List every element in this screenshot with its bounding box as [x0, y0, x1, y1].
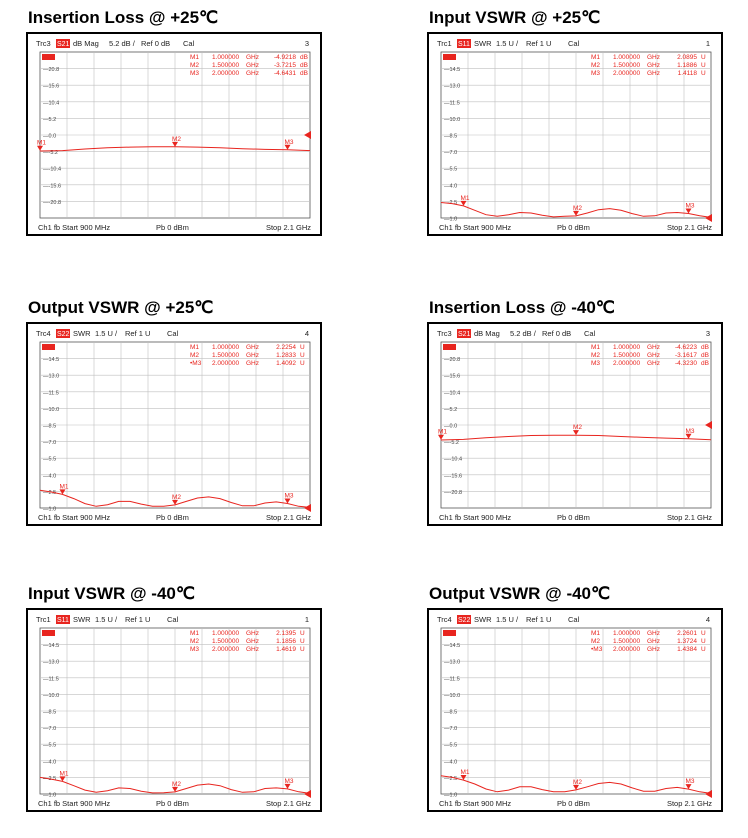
marker-table-label: M2: [190, 638, 200, 645]
y-tick-label: —10.0: [43, 406, 60, 413]
marker-table-unit: GHz: [246, 638, 259, 645]
marker-table-unit: GHz: [246, 646, 259, 653]
marker-table-value: -4.3230: [674, 360, 697, 367]
y-tick-label: —14.5: [444, 67, 461, 74]
marker-table-freq: 2.000000: [613, 70, 641, 77]
marker-table-freq: 1.000000: [613, 54, 641, 61]
marker-table-label: M2: [591, 638, 601, 645]
param-label: S11: [57, 617, 69, 624]
y-tick-label: —10.0: [444, 692, 461, 699]
marker-table-freq: 2.000000: [212, 360, 240, 367]
y-tick-label: —-5.2: [43, 150, 58, 157]
ref-badge: [443, 344, 456, 350]
cal-label: Cal: [183, 39, 195, 48]
chart-title: Insertion Loss @ +25℃: [28, 8, 219, 27]
marker-table-freq: 1.500000: [212, 62, 240, 69]
y-tick-label: —8.5: [444, 133, 458, 140]
y-tick-label: —13.0: [43, 659, 60, 666]
scale-label: 5.2 dB /: [510, 329, 536, 338]
chart-svg: [28, 324, 320, 524]
marker-table-value-unit: U: [300, 352, 305, 359]
marker-table-value: -3.1617: [674, 352, 697, 359]
y-tick-label: —10.4: [444, 390, 461, 397]
ref-label: Ref 0 dB: [542, 329, 572, 338]
marker-label: M1: [438, 428, 448, 436]
y-tick-label: —20.8: [444, 357, 461, 364]
marker-table-unit: GHz: [647, 638, 660, 645]
y-tick-label: —11.5: [43, 390, 59, 397]
marker-table-unit: GHz: [246, 70, 259, 77]
analyzer-screen: [26, 32, 322, 236]
ref-label: Ref 1 U: [125, 615, 151, 624]
marker-label: M2: [172, 493, 182, 501]
marker-table-unit: GHz: [246, 352, 259, 359]
marker-table-label: M2: [190, 352, 200, 359]
trace-label: Trc4: [36, 329, 51, 338]
footer-stop: Stop 2.1 GHz: [666, 799, 712, 808]
marker-label: M2: [573, 424, 583, 432]
marker-table-label: M3: [190, 70, 200, 77]
param-label: S21: [458, 331, 471, 338]
marker-table-unit: GHz: [246, 54, 259, 61]
y-tick-label: —4.0: [43, 759, 57, 766]
marker-table-value-unit: U: [300, 638, 305, 645]
marker-table-value: 1.3724: [677, 638, 697, 645]
footer-start: Ch1 fb Start 900 MHz: [38, 223, 111, 232]
y-tick-label: —7.0: [43, 440, 57, 447]
cal-label: Cal: [584, 329, 596, 338]
marker-table-unit: GHz: [246, 630, 259, 637]
marker-table-value: -3.7215: [273, 62, 296, 69]
y-tick-label: —14.5: [43, 357, 60, 364]
scale-label: 1.5 U /: [95, 615, 118, 624]
marker-label: M1: [59, 483, 69, 491]
marker-table-value-unit: dB: [300, 54, 308, 61]
y-tick-label: —2.5: [43, 775, 57, 782]
y-tick-label: —11.5: [444, 100, 460, 107]
ref-position-arrow: [705, 214, 712, 222]
y-tick-label: —-20.8: [43, 199, 62, 206]
marker-table-freq: 1.000000: [212, 54, 240, 61]
analyzer-screen: [427, 608, 723, 812]
marker-table-value: 2.0895: [677, 54, 697, 61]
y-tick-label: —5.2: [444, 406, 458, 413]
marker-table-value-unit: U: [300, 630, 305, 637]
ref-label: Ref 0 dB: [141, 39, 171, 48]
y-tick-label: —1.0: [43, 506, 57, 513]
marker-table-label: M2: [591, 62, 601, 69]
marker-table-freq: 1.000000: [212, 344, 240, 351]
scale-label: 5.2 dB /: [109, 39, 135, 48]
chart-title: Output VSWR @ -40℃: [429, 584, 611, 603]
marker-table-value: 2.1395: [276, 630, 296, 637]
chart-title: Input VSWR @ +25℃: [429, 8, 601, 27]
marker-table-freq: 1.500000: [613, 62, 641, 69]
marker-label: M2: [573, 778, 583, 786]
y-tick-label: —-15.6: [43, 183, 62, 190]
ref-label: Ref 1 U: [526, 615, 552, 624]
analyzer-screen: [427, 322, 723, 526]
marker-table-label: M3: [591, 360, 601, 367]
y-tick-label: —13.0: [444, 659, 461, 666]
ref-label: Ref 1 U: [526, 39, 552, 48]
marker-table-label: •M3: [190, 360, 202, 367]
chart-title: Insertion Loss @ -40℃: [429, 298, 615, 317]
trace-label: Trc1: [437, 39, 452, 48]
marker-label: M3: [685, 778, 695, 786]
y-tick-label: —8.5: [43, 423, 57, 430]
marker-table-unit: GHz: [647, 62, 660, 69]
marker-table-unit: GHz: [246, 344, 259, 351]
trace-label: Trc4: [437, 615, 452, 624]
marker-table-unit: GHz: [647, 352, 660, 359]
footer-start: Ch1 fb Start 900 MHz: [38, 799, 111, 808]
y-tick-label: —5.2: [43, 116, 57, 123]
marker-table-value: 2.2601: [677, 630, 697, 637]
format-label: SWR: [474, 39, 492, 48]
marker-table-unit: GHz: [647, 344, 660, 351]
y-tick-label: —0.0: [43, 133, 57, 140]
marker-table-freq: 1.000000: [212, 630, 240, 637]
marker-table-value: 1.1886: [677, 62, 697, 69]
footer-start: Ch1 fb Start 900 MHz: [439, 513, 512, 522]
ref-badge: [42, 54, 55, 60]
marker-table-value: 1.4384: [677, 646, 697, 653]
marker-table-value-unit: U: [701, 62, 706, 69]
marker-table-freq: 2.000000: [613, 646, 641, 653]
marker-table-value-unit: U: [300, 360, 305, 367]
marker-label: M3: [284, 492, 294, 500]
footer-power: Pb 0 dBm: [156, 799, 189, 808]
marker-table-value-unit: dB: [701, 344, 709, 351]
y-tick-label: —13.0: [43, 373, 60, 380]
marker-label: M2: [172, 135, 182, 143]
y-tick-label: —4.0: [444, 759, 458, 766]
marker-table-unit: GHz: [647, 646, 660, 653]
y-tick-label: —14.5: [444, 643, 461, 650]
y-tick-label: —10.0: [444, 116, 461, 123]
marker-table-label: M2: [591, 352, 601, 359]
marker-table-freq: 2.000000: [212, 70, 240, 77]
footer-start: Ch1 fb Start 900 MHz: [38, 513, 111, 522]
y-tick-label: —2.5: [43, 489, 57, 496]
y-tick-label: —2.5: [444, 775, 458, 782]
y-tick-label: —20.8: [43, 67, 60, 74]
marker-table-freq: 1.500000: [613, 638, 641, 645]
y-tick-label: —15.6: [43, 83, 60, 90]
channel-number: 4: [705, 615, 710, 624]
marker-table-freq: 1.000000: [613, 344, 641, 351]
footer-start: Ch1 fb Start 900 MHz: [439, 799, 512, 808]
marker-table-value: 1.4619: [276, 646, 296, 653]
ref-label: Ref 1 U: [125, 329, 151, 338]
cal-label: Cal: [568, 39, 580, 48]
footer-power: Pb 0 dBm: [156, 223, 189, 232]
y-tick-label: —-10.4: [43, 166, 62, 173]
marker-table-label: M1: [591, 630, 601, 637]
ref-position-arrow: [304, 504, 311, 512]
ref-badge: [443, 54, 456, 60]
y-tick-label: —2.5: [444, 199, 458, 206]
y-tick-label: —-10.4: [444, 456, 463, 463]
y-tick-label: —5.5: [444, 166, 458, 173]
y-tick-label: —10.0: [43, 692, 60, 699]
marker-table-value-unit: U: [701, 646, 706, 653]
marker-table-value: 1.4092: [276, 360, 296, 367]
scale-label: 1.5 U /: [95, 329, 118, 338]
marker-label: M3: [685, 427, 695, 435]
format-label: SWR: [73, 329, 91, 338]
marker-label: M3: [685, 202, 695, 210]
cal-label: Cal: [167, 615, 179, 624]
marker-table-label: M3: [591, 70, 601, 77]
channel-number: 3: [304, 39, 309, 48]
chart-svg: [429, 34, 721, 234]
channel-number: 4: [304, 329, 309, 338]
marker-table-freq: 1.500000: [613, 352, 641, 359]
scale-label: 1.5 U /: [496, 615, 519, 624]
param-label: S22: [458, 617, 471, 624]
marker-table-value: 1.1856: [276, 638, 296, 645]
marker-label: M2: [172, 780, 182, 788]
marker-table-value-unit: U: [300, 344, 305, 351]
ref-position-arrow: [705, 790, 712, 798]
y-tick-label: —13.0: [444, 83, 461, 90]
format-label: SWR: [474, 615, 492, 624]
y-tick-label: —1.0: [444, 216, 458, 223]
y-tick-label: —-15.6: [444, 473, 463, 480]
marker-table-value-unit: U: [701, 630, 706, 637]
y-tick-label: —11.5: [444, 676, 460, 683]
trace-label: Trc3: [437, 329, 452, 338]
footer-power: Pb 0 dBm: [557, 223, 590, 232]
marker-table-value-unit: dB: [300, 70, 308, 77]
footer-power: Pb 0 dBm: [156, 513, 189, 522]
footer-power: Pb 0 dBm: [557, 513, 590, 522]
chart-svg: [28, 34, 320, 234]
marker-table-value: 2.2254: [276, 344, 296, 351]
marker-table-value-unit: dB: [701, 352, 709, 359]
chart-svg: [28, 610, 320, 810]
analyzer-screen: [26, 608, 322, 812]
y-tick-label: —10.4: [43, 100, 60, 107]
marker-table-unit: GHz: [647, 54, 660, 61]
y-tick-label: —-20.8: [444, 489, 463, 496]
footer-stop: Stop 2.1 GHz: [666, 223, 712, 232]
y-tick-label: —14.5: [43, 643, 60, 650]
chart-title: Input VSWR @ -40℃: [28, 584, 195, 603]
marker-table-label: •M3: [591, 646, 603, 653]
param-label: S22: [57, 331, 70, 338]
marker-table-value: -4.6223: [674, 344, 697, 351]
cal-label: Cal: [568, 615, 580, 624]
analyzer-screen: [427, 32, 723, 236]
analyzer-screen: [26, 322, 322, 526]
param-label: S11: [458, 41, 470, 48]
marker-table-value: 1.4118: [677, 70, 697, 77]
channel-number: 1: [705, 39, 710, 48]
marker-label: M1: [460, 194, 470, 202]
param-label: S21: [57, 41, 70, 48]
cal-label: Cal: [167, 329, 179, 338]
marker-table-label: M1: [591, 54, 601, 61]
marker-label: M1: [59, 770, 69, 778]
scale-label: 1.5 U /: [496, 39, 519, 48]
ref-badge: [42, 630, 55, 636]
chart-title: Output VSWR @ +25℃: [28, 298, 214, 317]
format-label: dB Mag: [474, 329, 500, 338]
y-tick-label: —5.5: [444, 742, 458, 749]
y-tick-label: —-5.2: [444, 440, 459, 447]
marker-table-value-unit: U: [300, 646, 305, 653]
marker-table-freq: 1.000000: [613, 630, 641, 637]
marker-label: M3: [284, 138, 294, 146]
footer-stop: Stop 2.1 GHz: [666, 513, 712, 522]
ref-badge: [42, 344, 55, 350]
y-tick-label: —5.5: [43, 742, 57, 749]
footer-stop: Stop 2.1 GHz: [265, 513, 311, 522]
footer-start: Ch1 fb Start 900 MHz: [439, 223, 512, 232]
marker-label: M1: [460, 769, 470, 777]
marker-label: M2: [573, 204, 583, 212]
marker-label: M1: [37, 139, 47, 147]
marker-label: M3: [284, 777, 294, 785]
marker-table-unit: GHz: [246, 62, 259, 69]
footer-power: Pb 0 dBm: [557, 799, 590, 808]
format-label: SWR: [73, 615, 91, 624]
marker-table-label: M2: [190, 62, 200, 69]
marker-table-value: -4.9218: [273, 54, 296, 61]
trace-label: Trc1: [36, 615, 51, 624]
y-tick-label: —7.0: [43, 726, 57, 733]
marker-table-value-unit: U: [701, 70, 706, 77]
y-tick-label: —11.5: [43, 676, 59, 683]
y-tick-label: —1.0: [444, 792, 458, 799]
marker-table-freq: 2.000000: [212, 646, 240, 653]
y-tick-label: —7.0: [444, 726, 458, 733]
marker-table-freq: 1.500000: [212, 352, 240, 359]
y-tick-label: —7.0: [444, 150, 458, 157]
y-tick-label: —4.0: [43, 473, 57, 480]
marker-table-unit: GHz: [647, 630, 660, 637]
footer-stop: Stop 2.1 GHz: [265, 799, 311, 808]
y-tick-label: —8.5: [444, 709, 458, 716]
footer-stop: Stop 2.1 GHz: [265, 223, 311, 232]
marker-table-value-unit: dB: [300, 62, 308, 69]
y-tick-label: —1.0: [43, 792, 57, 799]
y-tick-label: —15.6: [444, 373, 461, 380]
trace-label: Trc3: [36, 39, 51, 48]
ref-badge: [443, 630, 456, 636]
channel-number: 3: [705, 329, 710, 338]
marker-table-label: M1: [190, 54, 200, 61]
ref-position-arrow: [304, 790, 311, 798]
marker-table-freq: 1.500000: [212, 638, 240, 645]
y-tick-label: —8.5: [43, 709, 57, 716]
marker-table-value-unit: U: [701, 638, 706, 645]
marker-table-value: 1.2833: [276, 352, 296, 359]
marker-table-label: M3: [190, 646, 200, 653]
y-tick-label: —0.0: [444, 423, 458, 430]
ref-position-arrow: [705, 421, 712, 429]
y-tick-label: —5.5: [43, 456, 57, 463]
chart-svg: [429, 324, 721, 524]
y-tick-label: —4.0: [444, 183, 458, 190]
marker-table-freq: 2.000000: [613, 360, 641, 367]
marker-table-value: -4.6431: [273, 70, 296, 77]
marker-table-unit: GHz: [647, 70, 660, 77]
marker-table-label: M1: [190, 630, 200, 637]
marker-table-value-unit: U: [701, 54, 706, 61]
format-label: dB Mag: [73, 39, 99, 48]
ref-position-arrow: [304, 131, 311, 139]
chart-svg: [429, 610, 721, 810]
marker-table-unit: GHz: [647, 360, 660, 367]
marker-table-label: M1: [190, 344, 200, 351]
marker-table-value-unit: dB: [701, 360, 709, 367]
marker-table-label: M1: [591, 344, 601, 351]
marker-table-unit: GHz: [246, 360, 259, 367]
channel-number: 1: [304, 615, 309, 624]
